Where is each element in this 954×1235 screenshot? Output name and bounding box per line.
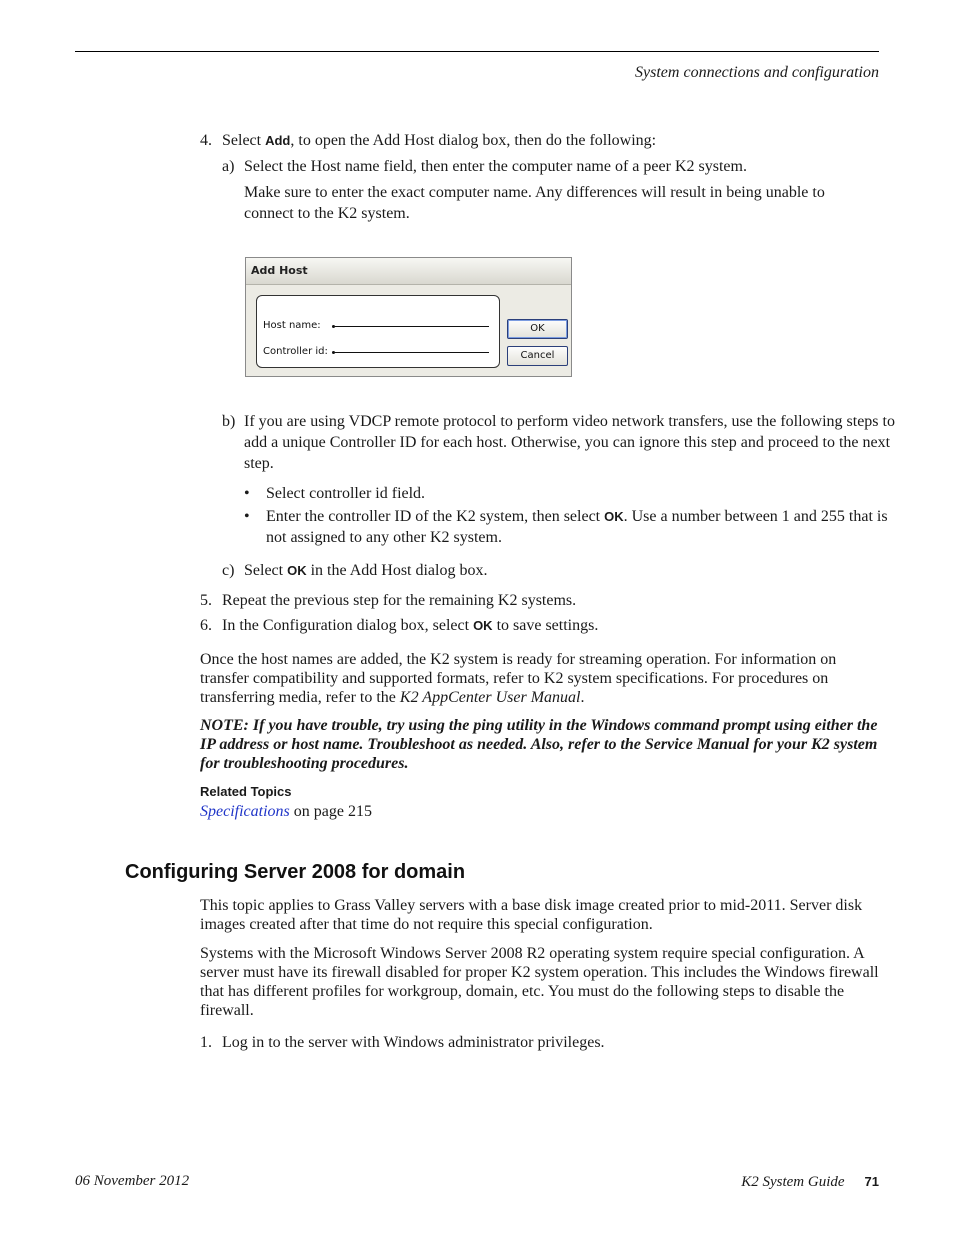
step-6: 6. In the Configuration dialog box, select OK to save settings. (200, 617, 599, 634)
bullet-2: • Enter the controller ID of the K2 system, then select OK. Use a number between 1 and 255 that is not assigned to any other K2 system. (244, 508, 888, 546)
ok-ui-label: OK (604, 509, 624, 524)
footer-right (741, 1172, 879, 1192)
page-number: 71 (864, 1174, 879, 1189)
section-step-1: 1. Log in to the server with Windows administrator privileges. (200, 1034, 605, 1051)
ok-button[interactable]: OK (507, 319, 568, 339)
section-heading: Configuring Server 2008 for domain (125, 861, 466, 883)
controller-id-label: Controller id: (263, 346, 328, 357)
section-paragraph-2: Systems with the Microsoft Windows Server 2008 R2 operating system require special configuration. A server must have its firewall disabled for proper K2 system operation. This includes the Windows firewall that has different profiles for workgroup, domain, etc. You must do the following steps to disable the firewall. (200, 945, 879, 1019)
dialog-title: Add Host (246, 258, 571, 285)
related-topics-title: Related Topics (200, 784, 292, 799)
section-paragraph-1: This topic applies to Grass Valley servers with a base disk image created prior to mid-2011. Server disk images created after that time do not require this special configuration. (200, 897, 863, 933)
host-name-input[interactable] (335, 316, 489, 327)
related-topics-entry: Specifications on page 215 (200, 803, 372, 820)
header-rule (75, 51, 879, 52)
step-4a-note: Make sure to enter the exact computer name. Any differences will result in being unable to connect to the K2 system. (244, 184, 825, 222)
footer-date: 06 November 2012 (75, 1173, 190, 1189)
step-4a: a) Select the Host name field, then enter the computer name of a peer K2 system. (222, 158, 747, 175)
controller-id-input[interactable] (335, 342, 489, 353)
step-4b: b) If you are using VDCP remote protocol to perform video network transfers, use the following steps to add a unique Controller ID for each host. Otherwise, you can ignore this step and proceed to the next step. (222, 413, 895, 472)
add-host-dialog (245, 257, 572, 377)
bullet-1: • Select controller id field. (244, 485, 426, 502)
running-head: System connections and configuration (635, 64, 879, 81)
step-5: 5. Repeat the previous step for the remaining K2 systems. (200, 592, 577, 609)
step-4: 4. Select Add, to open the Add Host dialog box, then do the following: (200, 132, 657, 149)
note: NOTE: If you have trouble, try using the ping utility in the Windows command prompt using either the IP address or host name. Troubleshoot as needed. Also, refer to the Service Manual for your K2 system for troubleshooting procedures. (200, 717, 878, 772)
paragraph-streaming: Once the host names are added, the K2 system is ready for streaming operation. For information on transfer compatibility and supported formats, refer to K2 system specifications. For procedures on transferring media, refer to the K2 AppCenter User Manual. (200, 651, 837, 706)
step-4c: c) Select OK in the Add Host dialog box. (222, 562, 488, 579)
add-ui-label: Add (265, 133, 291, 148)
host-name-label: Host name: (263, 320, 321, 331)
step-4-number: 4. (200, 132, 212, 149)
appcenter-manual-title: K2 AppCenter User Manual (399, 689, 581, 706)
cancel-button[interactable]: Cancel (507, 346, 568, 366)
specifications-link[interactable]: Specifications (200, 803, 290, 820)
footer-guide-title: K2 System Guide (741, 1174, 845, 1190)
dialog-field-group (256, 295, 500, 368)
